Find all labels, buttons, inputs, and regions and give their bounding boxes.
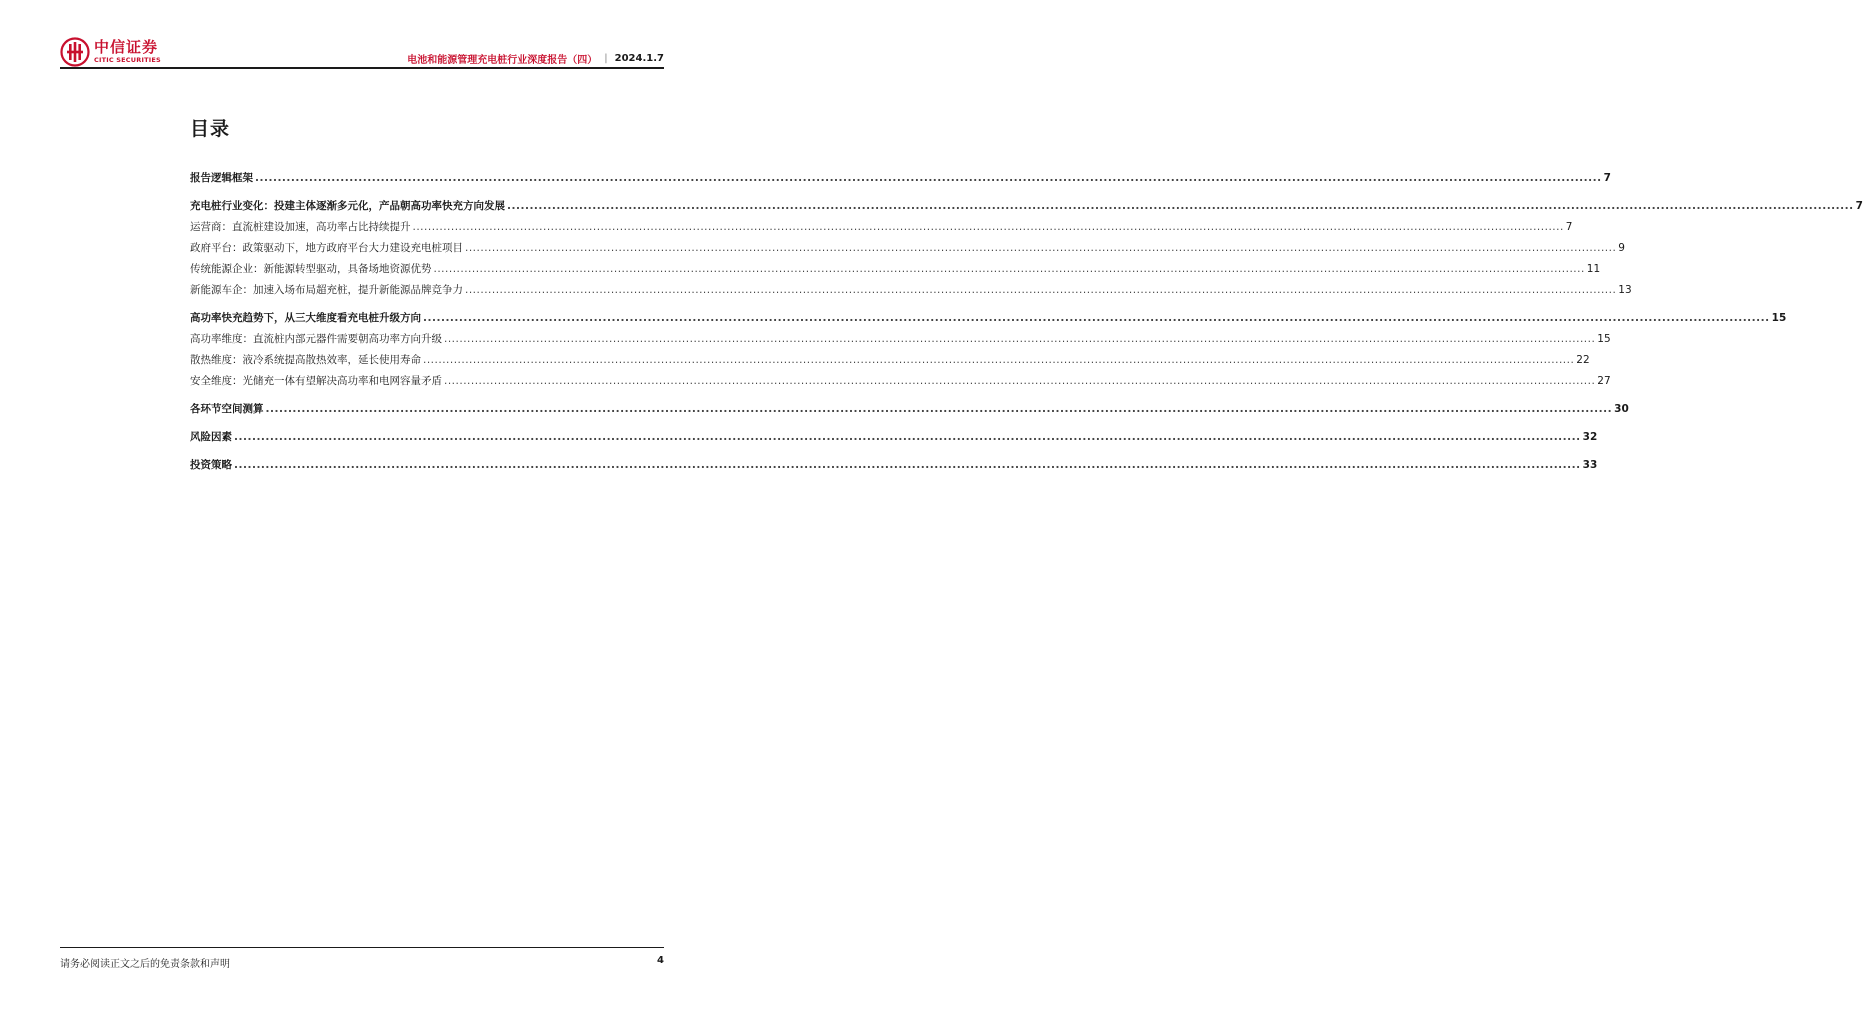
- toc-leader-dots: ............................................................................................................................................................................................................................................................................................................: [423, 354, 1575, 366]
- toc-leader-dots: ............................................................................................................................................................................................................................................................................................................: [433, 263, 1585, 275]
- toc-entry-page[interactable]: 9: [1618, 242, 1625, 254]
- header-separator: |: [604, 53, 608, 64]
- logo-chinese-name: 中信证券: [94, 38, 159, 57]
- toc-entry[interactable]: [190, 455, 1598, 476]
- toc-entry[interactable]: [190, 168, 1611, 189]
- toc-entry-title[interactable]: 报告逻辑框架: [190, 172, 253, 184]
- toc-entry[interactable]: [190, 280, 1632, 301]
- toc-heading: 目录: [190, 118, 231, 140]
- report-title: 电池和能源管理充电桩行业深度报告（四）: [407, 55, 598, 66]
- table-of-contents: [190, 168, 1863, 476]
- toc-entry[interactable]: [190, 308, 1787, 329]
- toc-entry-title[interactable]: 充电桩行业变化：投建主体逐渐多元化，产品朝高功率快充方向发展: [190, 200, 505, 212]
- toc-entry-page[interactable]: 22: [1576, 354, 1590, 366]
- toc-entry[interactable]: [190, 238, 1625, 259]
- toc-entry[interactable]: [190, 427, 1598, 448]
- toc-entry-page[interactable]: 7: [1855, 200, 1863, 212]
- header-divider: [60, 67, 664, 69]
- toc-entry-title[interactable]: 运营商：直流桩建设加速，高功率占比持续提升: [190, 221, 411, 233]
- toc-entry-page[interactable]: 7: [1603, 172, 1611, 184]
- toc-entry-title[interactable]: 高功率维度：直流桩内部元器件需要朝高功率方向升级: [190, 333, 442, 345]
- citic-emblem-icon: [60, 37, 90, 67]
- toc-leader-dots: ............................................................................................................................................................................................................................................................................................................: [423, 312, 1770, 324]
- page-number: 4: [657, 955, 664, 966]
- toc-entry[interactable]: [190, 371, 1611, 392]
- toc-leader-dots: ............................................................................................................................................................................................................................................................................................................: [444, 333, 1596, 345]
- toc-leader-dots: ............................................................................................................................................................................................................................................................................................................: [265, 403, 1613, 415]
- report-header: [407, 51, 664, 66]
- toc-leader-dots: ............................................................................................................................................................................................................................................................................................................: [234, 431, 1581, 443]
- toc-leader-dots: ............................................................................................................................................................................................................................................................................................................: [444, 375, 1596, 387]
- toc-entry-title[interactable]: 新能源车企：加速入场布局超充桩，提升新能源品牌竞争力: [190, 284, 463, 296]
- toc-entry-title[interactable]: 安全维度：光储充一体有望解决高功率和电网容量矛盾: [190, 375, 442, 387]
- toc-entry[interactable]: [190, 217, 1573, 238]
- toc-leader-dots: ............................................................................................................................................................................................................................................................................................................: [412, 221, 1564, 233]
- toc-entry-title[interactable]: 高功率快充趋势下，从三大维度看充电桩升级方向: [190, 312, 421, 324]
- logo-english-name: CITIC SECURITIES: [94, 56, 161, 65]
- toc-entry-page[interactable]: 32: [1582, 431, 1598, 443]
- toc-entry-title[interactable]: 政府平台：政策驱动下，地方政府平台大力建设充电桩项目: [190, 242, 463, 254]
- toc-entry[interactable]: [190, 350, 1590, 371]
- toc-entry[interactable]: [190, 259, 1601, 280]
- toc-entry[interactable]: [190, 329, 1611, 350]
- toc-entry-page[interactable]: 15: [1597, 333, 1611, 345]
- report-date: 2024.1.7: [614, 53, 664, 64]
- toc-entry[interactable]: [190, 196, 1863, 217]
- toc-leader-dots: ............................................................................................................................................................................................................................................................................................................: [255, 172, 1602, 184]
- toc-entry-title[interactable]: 投资策略: [190, 459, 232, 471]
- toc-entry-page[interactable]: 30: [1614, 403, 1629, 415]
- toc-entry-page[interactable]: 7: [1565, 221, 1573, 233]
- toc-entry-page[interactable]: 27: [1597, 375, 1611, 387]
- footer-divider: [60, 947, 664, 948]
- toc-entry-title[interactable]: 散热维度：液冷系统提高散热效率，延长使用寿命: [190, 354, 421, 366]
- toc-entry-title[interactable]: 风险因素: [190, 431, 232, 443]
- toc-entry-title[interactable]: 传统能源企业：新能源转型驱动，具备场地资源优势: [190, 263, 432, 275]
- toc-entry-page[interactable]: 33: [1582, 459, 1598, 471]
- toc-leader-dots: ............................................................................................................................................................................................................................................................................................................: [465, 284, 1617, 296]
- toc-entry-title[interactable]: 各环节空间测算: [190, 403, 264, 415]
- toc-leader-dots: ............................................................................................................................................................................................................................................................................................................: [507, 200, 1854, 212]
- toc-entry-page[interactable]: 15: [1771, 312, 1787, 324]
- toc-leader-dots: ............................................................................................................................................................................................................................................................................................................: [234, 459, 1581, 471]
- toc-entry-page[interactable]: 13: [1618, 284, 1632, 296]
- footer-disclaimer: 请务必阅读正文之后的免责条款和声明: [60, 959, 230, 970]
- toc-entry-page[interactable]: 11: [1586, 263, 1601, 275]
- toc-leader-dots: ............................................................................................................................................................................................................................................................................................................: [465, 242, 1617, 254]
- citic-logo: [60, 36, 161, 68]
- toc-entry[interactable]: [190, 399, 1629, 420]
